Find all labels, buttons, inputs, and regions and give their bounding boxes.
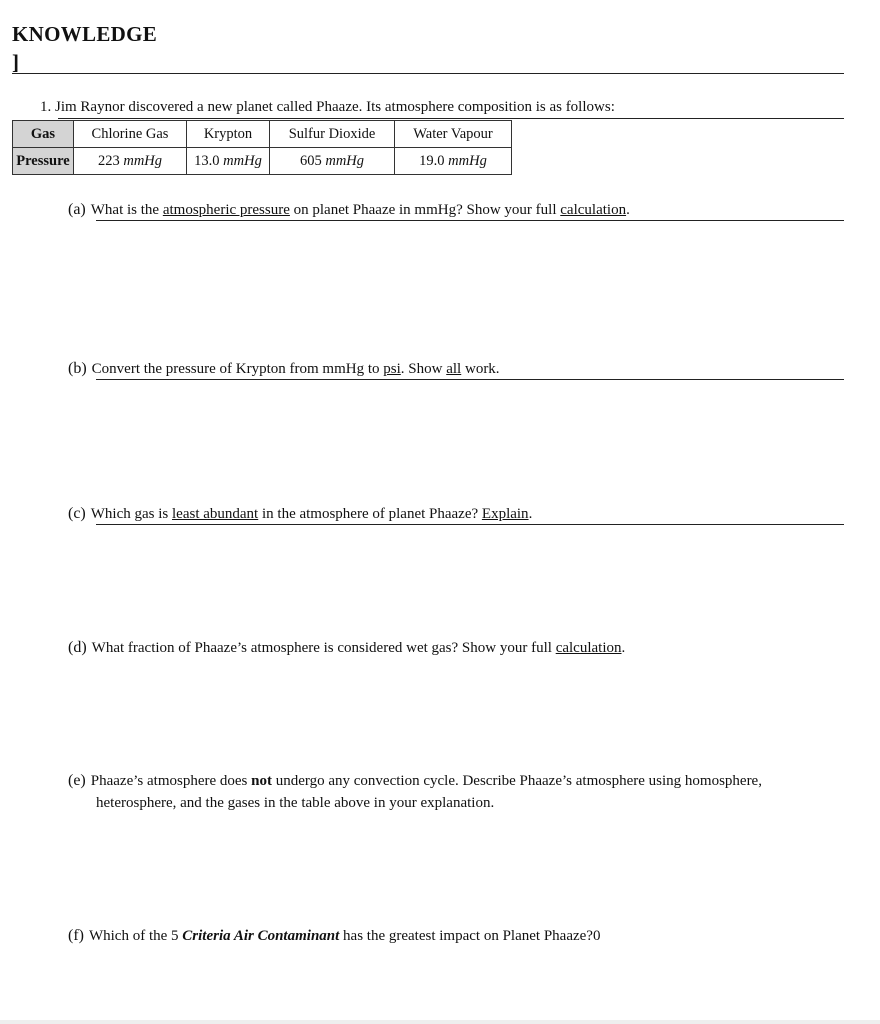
question-part-c: (c) Which gas is least abundant in the atmosphere of planet Phaaze? Explain. (68, 505, 533, 522)
part-a-rule (96, 220, 844, 221)
question-part-d: (d) What fraction of Phaaze’s atmosphere is considered wet gas? Show your full calculation. (68, 639, 626, 656)
part-b-label: (b) (68, 360, 87, 377)
table-cell-pressure: 13.0 mmHg (187, 148, 270, 175)
table-cell-gas: Water Vapour (395, 121, 512, 148)
page-heading: KNOWLEDGE (12, 22, 158, 46)
question-part-a: (a) What is the atmospheric pressure on planet Phaaze in mmHg? Show your full calculation. (68, 201, 630, 218)
heading-rule (12, 73, 844, 74)
table-cell-gas: Sulfur Dioxide (270, 121, 395, 148)
table-row-gas (13, 121, 512, 148)
question-1 (40, 99, 615, 116)
page-bottom-edge (0, 1020, 880, 1024)
table-row-pressure (13, 148, 512, 175)
table-header-gas: Gas (13, 121, 74, 148)
part-a-label: (a) (68, 201, 86, 218)
question-part-f: (f) Which of the 5 Criteria Air Contaminant has the greatest impact on Planet Phaaze?0 (68, 927, 601, 944)
part-e-label: (e) (68, 772, 86, 789)
question-1-rule (58, 118, 844, 119)
part-d-label: (d) (68, 639, 87, 656)
table-cell-pressure: 605 mmHg (270, 148, 395, 175)
part-c-label: (c) (68, 505, 86, 522)
heading-bracket: ] (12, 50, 19, 74)
part-f-label: (f) (68, 927, 84, 944)
question-part-e: (e) Phaaze’s atmosphere does not undergo any convection cycle. Describe Phaaze’s atmosphere using homosphere, (68, 772, 762, 789)
part-c-rule (96, 524, 844, 525)
question-1-text: Jim Raynor discovered a new planet called Phaaze. Its atmosphere composition is as follows: (55, 99, 615, 115)
table-cell-pressure: 223 mmHg (74, 148, 187, 175)
question-1-number: 1. (40, 99, 52, 115)
part-b-rule (96, 379, 844, 380)
table-header-pressure: Pressure (13, 148, 74, 175)
table-cell-gas: Krypton (187, 121, 270, 148)
question-part-e-line2: heterosphere, and the gases in the table above in your explanation. (96, 795, 495, 811)
table-cell-gas: Chlorine Gas (74, 121, 187, 148)
table-cell-pressure: 19.0 mmHg (395, 148, 512, 175)
question-part-b: (b) Convert the pressure of Krypton from mmHg to psi. Show all work. (68, 360, 500, 377)
gas-pressure-table (12, 120, 512, 175)
